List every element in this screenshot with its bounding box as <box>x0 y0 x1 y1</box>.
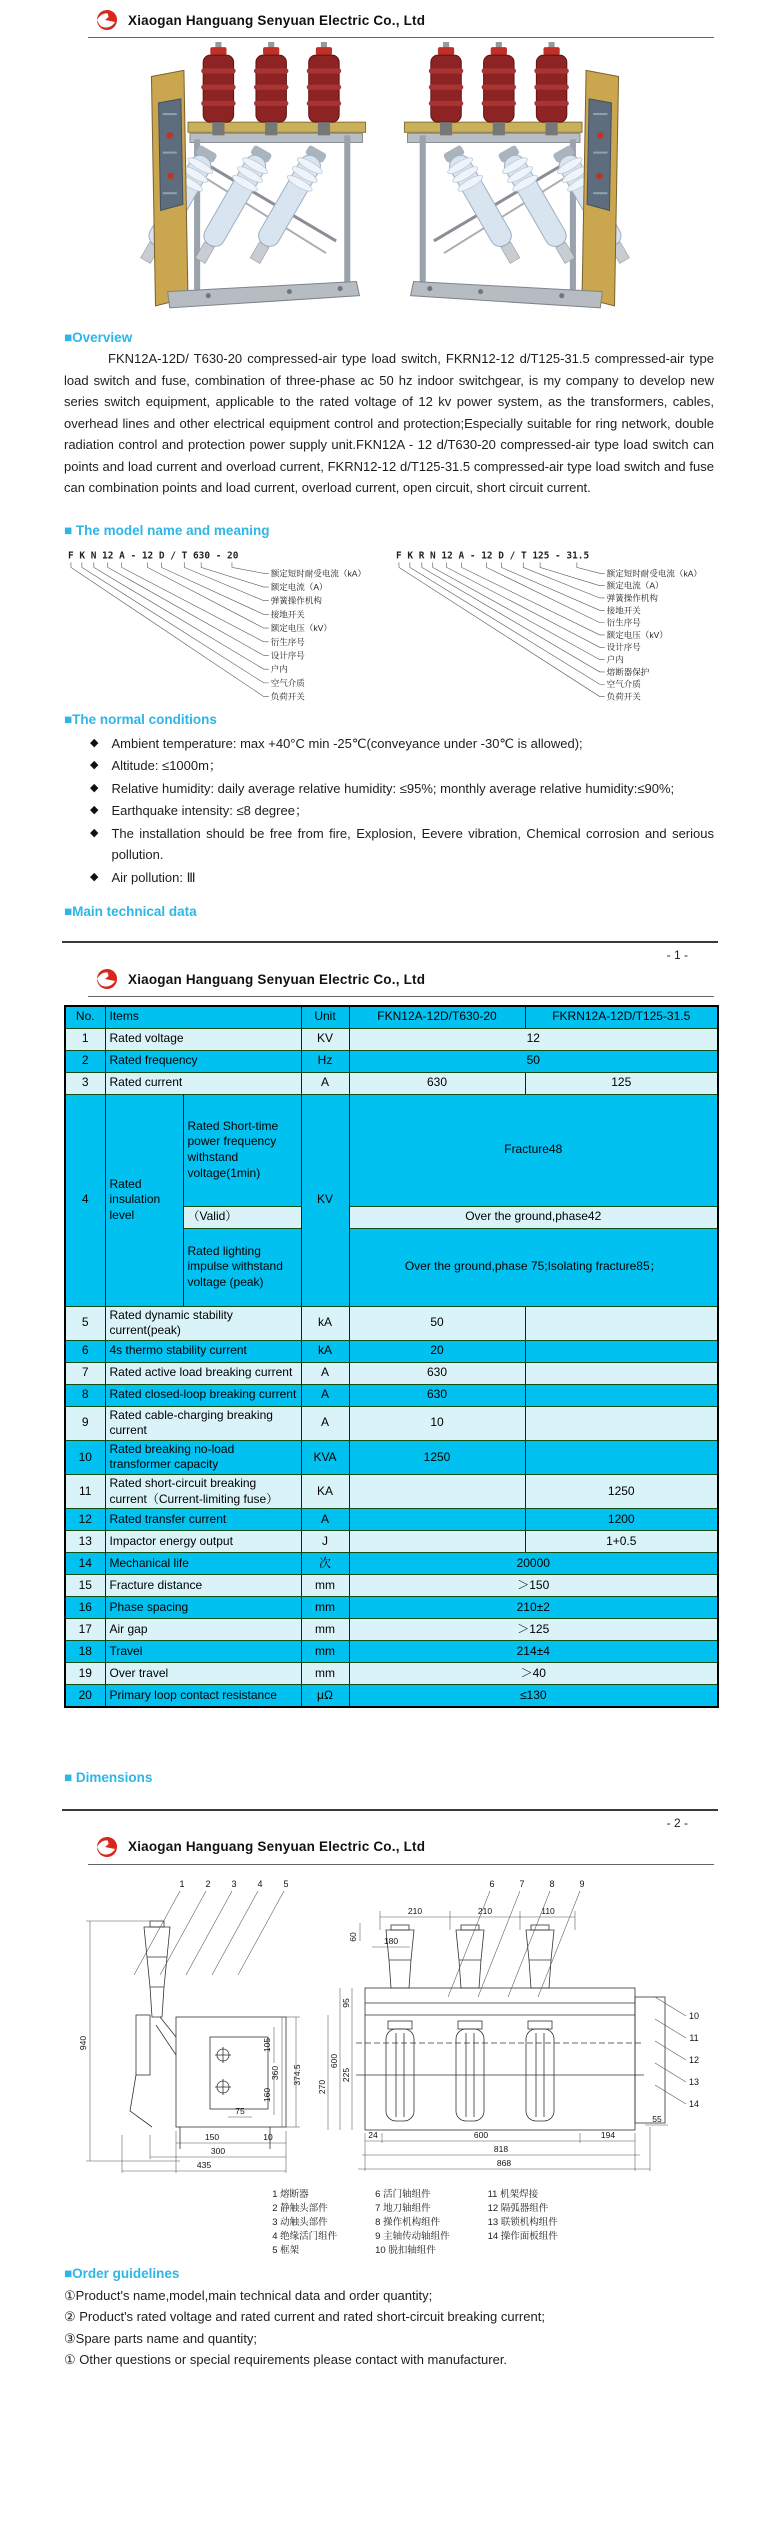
diamond-bullet-icon: ◆ <box>90 804 99 816</box>
table-cell <box>525 1306 718 1340</box>
table-row <box>65 1619 718 1641</box>
table-row <box>65 1597 718 1619</box>
drawing-legend <box>60 2188 770 2258</box>
table-cell: A <box>301 1406 349 1440</box>
overview-paragraph: FKN12A-12D/ T630-20 compressed-air type load switch, FKRN12-12 d/T125-31.5 compressed-air type load switch and fuse, combination of three-phase ac 50 hz indoor switchgear, is my company to develop new series switch equipment, applicable to the rated voltage of 12 kv power system, as the transformers, cables, overhead lines and other electrical equipment control and protection;Especially suitable for ring network, double radiation control and protection power supply unit.FKN12A - 12 d/T630-20 compressed-air type load switch can points and load current and overload current, FKRN12-12 d/T125-31.5 compressed-air type load switch and fuse can combination points and load current, overload current, open circuit, short circuit current. <box>64 351 714 495</box>
model-diagram-label: 负荷开关 <box>606 691 641 702</box>
tech-table-body <box>65 1006 718 1707</box>
model-diagram <box>64 546 386 706</box>
legend-item: 14 操作面板组件 <box>487 2230 558 2242</box>
model-diagram-label: 接地开关 <box>606 604 641 615</box>
table-cell: 9 <box>65 1406 105 1440</box>
legend-item: 12 隔弧器组件 <box>487 2202 549 2214</box>
model-diagram-label: 负荷开关 <box>270 691 305 702</box>
table-cell: Rated cable-charging breaking current <box>105 1406 301 1440</box>
table-row <box>65 1340 718 1362</box>
table-row <box>65 1306 718 1340</box>
condition-item <box>64 867 714 889</box>
table-cell: Air gap <box>105 1619 301 1641</box>
legend-column <box>272 2188 337 2258</box>
table-row <box>65 1072 718 1094</box>
model-diagram-label: 熔断器保护 <box>606 666 650 677</box>
dimension-label: 300 <box>210 2145 226 2156</box>
product-photo-left-unit <box>133 42 385 318</box>
table-cell: 50 <box>349 1050 718 1072</box>
table-cell: 20 <box>65 1685 105 1707</box>
dimension-label: 75 <box>235 2105 245 2116</box>
table-cell: 5 <box>65 1306 105 1340</box>
dimension-label: 60 <box>348 1932 358 1942</box>
table-cell: Rated short-circuit breaking current（Current-limiting fuse） <box>105 1475 301 1509</box>
table-cell: 17 <box>65 1619 105 1641</box>
model-diagram <box>392 546 714 706</box>
table-cell: 1200 <box>525 1509 718 1531</box>
company-logo-icon <box>95 968 119 990</box>
table-header-row <box>65 1006 718 1028</box>
table-cell: 4s thermo stability current <box>105 1340 301 1362</box>
table-cell: kA <box>301 1340 349 1362</box>
callout-number: 1 <box>179 1878 185 1889</box>
dimension-drawing <box>60 1875 710 2177</box>
table-cell: 2 <box>65 1050 105 1072</box>
callout-number: 4 <box>257 1878 263 1889</box>
table-cell: 15 <box>65 1575 105 1597</box>
model-diagram-label: 额定短时耐受电流（kA） <box>270 567 366 578</box>
table-cell: Rated breaking no-load transformer capacity <box>105 1440 301 1474</box>
callout-number: 7 <box>519 1878 525 1889</box>
model-diagram-label: 户内 <box>270 663 288 674</box>
model-diagram-label: 空气介质 <box>606 678 641 689</box>
condition-item <box>64 778 714 800</box>
callout-number: 8 <box>549 1878 555 1889</box>
table-cell: A <box>301 1072 349 1094</box>
table-cell: 3 <box>65 1072 105 1094</box>
dimension-label: 10 <box>263 2131 273 2142</box>
condition-text: Altitude: ≤1000m； <box>111 758 222 773</box>
table-cell: 125 <box>525 1072 718 1094</box>
table-cell <box>525 1406 718 1440</box>
table-cell: Rated dynamic stability current(peak) <box>105 1306 301 1340</box>
table-cell <box>525 1362 718 1384</box>
table-row <box>65 1362 718 1384</box>
callout-number: 3 <box>231 1878 237 1889</box>
company-header-page2 <box>0 962 770 994</box>
legend-item: 10 脱扣轴组件 <box>375 2244 436 2256</box>
callout-number: 6 <box>489 1878 495 1889</box>
table-cell: FKN12A-12D/T630-20 <box>349 1006 525 1028</box>
legend-column <box>488 2188 558 2258</box>
dimension-label: 24 <box>368 2129 378 2140</box>
model-diagram-label: 设计序号 <box>606 641 641 652</box>
table-cell: 20000 <box>349 1553 718 1575</box>
diamond-bullet-icon: ◆ <box>90 781 99 794</box>
table-cell: 1250 <box>349 1440 525 1474</box>
table-cell: 12 <box>65 1509 105 1531</box>
table-cell: 19 <box>65 1663 105 1685</box>
table-cell: Rated voltage <box>105 1028 301 1050</box>
table-cell: Fracture48 <box>349 1094 718 1206</box>
table-cell: 630 <box>349 1072 525 1094</box>
condition-item <box>64 800 714 822</box>
table-cell: ＞150 <box>349 1575 718 1597</box>
table-cell: 20 <box>349 1340 525 1362</box>
table-cell: 14 <box>65 1553 105 1575</box>
table-cell: 210±2 <box>349 1597 718 1619</box>
product-photo <box>0 42 770 322</box>
table-cell: 4 <box>65 1094 105 1306</box>
table-cell: mm <box>301 1575 349 1597</box>
company-name: Xiaogan Hanguang Senyuan Electric Co., Ltd <box>128 971 426 987</box>
model-diagram-label: 弹簧操作机构 <box>606 592 658 603</box>
table-cell: Over travel <box>105 1663 301 1685</box>
diamond-bullet-icon: ◆ <box>90 826 99 839</box>
table-cell: Rated closed-loop breaking current <box>105 1384 301 1406</box>
table-cell: Over the ground,phase 75;Isolating fracture85； <box>349 1228 718 1306</box>
model-diagram-label: 弹簧操作机构 <box>270 595 322 606</box>
company-name: Xiaogan Hanguang Senyuan Electric Co., Ltd <box>128 12 426 28</box>
table-cell: Travel <box>105 1641 301 1663</box>
table-cell: Mechanical life <box>105 1553 301 1575</box>
table-row <box>65 1094 718 1206</box>
dimension-label: 180 <box>383 1935 399 1946</box>
page2-number: - 2 - <box>666 1815 688 1830</box>
table-cell: 1 <box>65 1028 105 1050</box>
model-diagram-label: 户内 <box>606 654 624 665</box>
table-cell: kA <box>301 1306 349 1340</box>
table-cell: 8 <box>65 1384 105 1406</box>
table-cell: KV <box>301 1094 349 1306</box>
table-cell: 1+0.5 <box>525 1531 718 1553</box>
condition-item <box>64 823 714 866</box>
table-cell: A <box>301 1384 349 1406</box>
model-diagram-label: 接地开关 <box>270 608 305 619</box>
table-cell <box>349 1509 525 1531</box>
order-guideline-item: ③Spare parts name and quantity; <box>64 2330 258 2346</box>
dimension-label: 150 <box>204 2131 220 2142</box>
condition-text: Ambient temperature: max +40°C min -25℃(conveyance under -30℃ is allowed); <box>111 735 583 751</box>
table-cell: Rated active load breaking current <box>105 1362 301 1384</box>
legend-item: 2 静触头部件 <box>272 2202 328 2214</box>
company-name: Xiaogan Hanguang Senyuan Electric Co., Ltd <box>128 1839 426 1855</box>
dimensions-heading: ■ Dimensions <box>64 1769 153 1785</box>
condition-text: Relative humidity: daily average relative humidity: ≤95%; monthly average relative humidity:≤90%; <box>111 780 675 796</box>
condition-text: Earthquake intensity: ≤8 degree； <box>111 803 308 818</box>
table-cell <box>349 1475 525 1509</box>
table-cell: 13 <box>65 1531 105 1553</box>
table-cell: Fracture distance <box>105 1575 301 1597</box>
dimension-label: 868 <box>496 2157 512 2168</box>
legend-item: 6 活门轴组件 <box>375 2188 431 2200</box>
company-header-page3 <box>0 1830 770 1862</box>
table-row <box>65 1575 718 1597</box>
table-cell: A <box>301 1509 349 1531</box>
table-row <box>65 1050 718 1072</box>
legend-item: 9 主轴传动轴组件 <box>375 2230 450 2242</box>
dimension-label: 270 <box>317 2079 327 2094</box>
dimension-label: 110 <box>541 1905 555 1916</box>
table-row <box>65 1685 718 1707</box>
table-cell <box>525 1340 718 1362</box>
table-row <box>65 1641 718 1663</box>
dimension-label: 374.5 <box>292 2064 302 2086</box>
callout-number: 13 <box>688 2076 700 2087</box>
table-cell: 50 <box>349 1306 525 1340</box>
table-cell: mm <box>301 1663 349 1685</box>
table-cell: Rated transfer current <box>105 1509 301 1531</box>
table-row <box>65 1028 718 1050</box>
table-cell: Over the ground,phase42 <box>349 1206 718 1228</box>
dimension-label: 435 <box>196 2159 212 2170</box>
company-header-page1 <box>0 0 770 35</box>
table-cell: Unit <box>301 1006 349 1028</box>
table-cell: KV <box>301 1028 349 1050</box>
table-cell: Rated insulation level <box>105 1094 183 1306</box>
condition-text: Air pollution: Ⅲ <box>111 869 196 885</box>
model-diagram-label: 额定电压（kV） <box>270 622 332 633</box>
table-cell <box>349 1531 525 1553</box>
table-cell: ≤130 <box>349 1685 718 1707</box>
dimension-label: 818 <box>493 2143 509 2154</box>
table-cell: No. <box>65 1006 105 1028</box>
table-cell: ＞125 <box>349 1619 718 1641</box>
table-row <box>65 1384 718 1406</box>
model-diagram-label: 额定电流（A） <box>270 581 328 592</box>
page1-number: - 1 - <box>666 948 688 962</box>
order-guideline-item: ① Other questions or special requirements please contact with manufacturer. <box>64 2352 508 2368</box>
callout-number: 2 <box>205 1878 211 1889</box>
table-cell: 1250 <box>525 1475 718 1509</box>
model-heading: ■ The model name and meaning <box>64 522 270 538</box>
dimension-label: 105 <box>262 2037 272 2052</box>
legend-item: 13 联锁机构组件 <box>487 2216 558 2228</box>
dimension-label: 225 <box>341 2067 351 2082</box>
table-cell: J <box>301 1531 349 1553</box>
main-technical-heading: ■Main technical data <box>64 904 197 919</box>
model-diagram-label: 额定电流（A） <box>606 580 664 591</box>
table-cell: 10 <box>349 1406 525 1440</box>
legend-item: 7 地刀轴组件 <box>375 2202 431 2214</box>
condition-item <box>64 755 714 777</box>
svg-text:F K R N 12 A - 12 D / T 125 -: F K R N 12 A - 12 D / T 125 - 31.5 <box>395 549 590 561</box>
table-cell: Rated frequency <box>105 1050 301 1072</box>
table-cell: 7 <box>65 1362 105 1384</box>
dimension-label: 95 <box>341 1998 351 2008</box>
table-cell: 630 <box>349 1362 525 1384</box>
legend-column <box>375 2188 449 2258</box>
table-cell: Items <box>105 1006 301 1028</box>
table-row <box>65 1475 718 1509</box>
table-cell: mm <box>301 1597 349 1619</box>
table-cell: KA <box>301 1475 349 1509</box>
table-cell: 次 <box>301 1553 349 1575</box>
page2-end-rule <box>62 1809 718 1811</box>
table-cell: 16 <box>65 1597 105 1619</box>
diamond-bullet-icon: ◆ <box>90 736 99 749</box>
callout-number: 10 <box>688 2010 700 2021</box>
callout-number: 5 <box>283 1878 289 1889</box>
table-cell: KVA <box>301 1440 349 1474</box>
table-cell: 214±4 <box>349 1641 718 1663</box>
tech-table <box>64 1005 719 1708</box>
model-diagram-label: 额定短时耐受电流（kA） <box>606 567 702 578</box>
model-diagram-label: 衍生序号 <box>270 636 305 647</box>
model-diagram-label: 空气介质 <box>270 677 305 688</box>
order-guideline-item: ①Product's name,model,main technical data and order quantity; <box>64 2287 433 2303</box>
company-logo-icon <box>95 9 119 31</box>
normal-conditions-heading: ■The normal conditions <box>64 711 217 727</box>
condition-text: The installation should be free from fire, Explosion, Eevere vibration, Chemical corrosion and serious pollution. <box>111 825 714 862</box>
legend-item: 3 动触头部件 <box>272 2216 328 2228</box>
company-logo-icon <box>95 1836 119 1858</box>
order-guideline-item: ② Product's rated voltage and rated current and rated short-circuit breaking current; <box>64 2309 545 2325</box>
model-diagram-label: 衍生序号 <box>606 617 641 628</box>
table-cell: Rated Short-time power frequency withstand voltage(1min) <box>183 1094 301 1206</box>
dimension-label: 360 <box>270 2065 280 2080</box>
order-heading: ■Order guidelines <box>64 2265 180 2281</box>
table-cell: A <box>301 1362 349 1384</box>
legend-item: 11 机架焊接 <box>487 2188 539 2200</box>
overview-heading: ■Overview <box>64 330 133 345</box>
diamond-bullet-icon: ◆ <box>90 759 99 771</box>
dimension-label: 210 <box>407 1905 423 1916</box>
dimension-label: 940 <box>78 2035 88 2050</box>
header-divider <box>88 1864 714 1865</box>
table-row <box>65 1553 718 1575</box>
table-cell: （Valid） <box>183 1206 301 1228</box>
legend-item: 5 框架 <box>272 2244 300 2256</box>
legend-item: 8 操作机构组件 <box>375 2216 441 2228</box>
page1-end-rule <box>62 941 718 943</box>
product-photo-right-unit <box>385 42 637 318</box>
callout-number: 12 <box>688 2054 700 2065</box>
order-list <box>64 2285 714 2371</box>
table-cell: 6 <box>65 1340 105 1362</box>
callout-number: 9 <box>579 1878 585 1889</box>
table-cell <box>525 1384 718 1406</box>
table-cell: 12 <box>349 1028 718 1050</box>
normal-conditions-list <box>64 733 714 889</box>
dimension-label: 194 <box>600 2129 616 2140</box>
table-cell: mm <box>301 1641 349 1663</box>
dimension-label: 55 <box>652 2113 662 2124</box>
table-cell: Rated current <box>105 1072 301 1094</box>
header-divider <box>88 996 714 997</box>
table-cell: Rated lighting impulse withstand voltage (peak) <box>183 1228 301 1306</box>
table-cell: Primary loop contact resistance <box>105 1685 301 1707</box>
table-cell: ＞40 <box>349 1663 718 1685</box>
callout-number: 14 <box>688 2098 700 2109</box>
table-row <box>65 1663 718 1685</box>
svg-text:F K N 12 A - 12 D / T 630 - 20: F K N 12 A - 12 D / T 630 - 20 <box>67 549 239 561</box>
table-cell: 630 <box>349 1384 525 1406</box>
table-cell: 10 <box>65 1440 105 1474</box>
diamond-bullet-icon: ◆ <box>90 870 99 883</box>
header-divider <box>88 37 714 38</box>
table-cell <box>525 1440 718 1474</box>
condition-item <box>64 733 714 755</box>
table-cell: Phase spacing <box>105 1597 301 1619</box>
table-cell: μΩ <box>301 1685 349 1707</box>
table-row <box>65 1509 718 1531</box>
table-cell: Impactor energy output <box>105 1531 301 1553</box>
dimension-label: 210 <box>477 1905 493 1916</box>
table-row <box>65 1440 718 1474</box>
table-cell: mm <box>301 1619 349 1641</box>
table-cell: FKRN12A-12D/T125-31.5 <box>525 1006 718 1028</box>
legend-item: 1 熔断器 <box>272 2188 309 2200</box>
dimension-label: 600 <box>473 2129 489 2140</box>
model-diagram-label: 额定电压（kV） <box>606 629 668 640</box>
callout-number: 11 <box>689 2032 699 2043</box>
model-diagram-label: 设计序号 <box>270 649 305 660</box>
table-row <box>65 1406 718 1440</box>
table-row <box>65 1531 718 1553</box>
table-cell: 18 <box>65 1641 105 1663</box>
model-diagrams <box>64 546 714 706</box>
table-cell: Hz <box>301 1050 349 1072</box>
dimension-label: 600 <box>329 2053 339 2068</box>
dimension-label: 160 <box>262 2087 272 2102</box>
legend-item: 4 绝缘活门组件 <box>272 2230 338 2242</box>
table-cell: 11 <box>65 1475 105 1509</box>
